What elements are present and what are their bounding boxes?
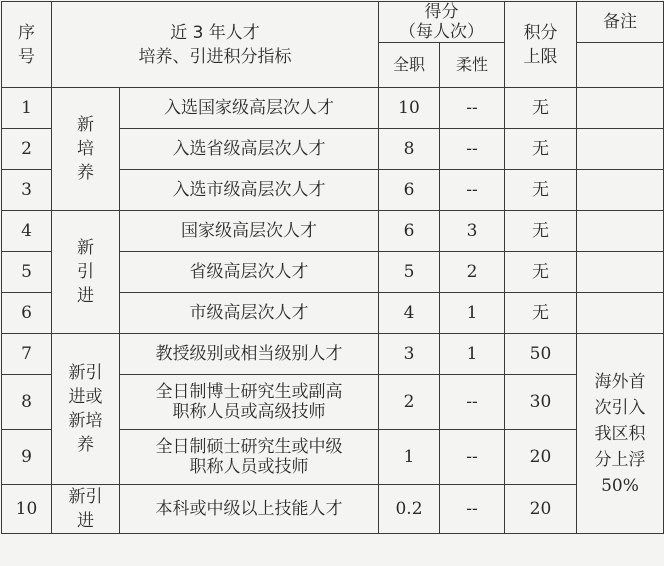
row-remark xyxy=(577,88,664,129)
row-item: 省级高层次人才 xyxy=(120,252,379,293)
row-fulltime: 5 xyxy=(379,252,440,293)
row-seq: 5 xyxy=(2,252,52,293)
row-remark xyxy=(577,293,664,334)
group-intro-or-training: 新引 进或 新培 养 xyxy=(52,334,120,485)
group-new-training: 新 培 养 xyxy=(52,88,120,211)
row-seq: 1 xyxy=(2,88,52,129)
row-remark xyxy=(577,211,664,252)
row-fulltime: 6 xyxy=(379,170,440,211)
indicator-header: 近 3 年人才 培养、引进积分指标 xyxy=(52,2,379,88)
score-header: 得分 （每人次） xyxy=(379,2,505,43)
remark-header-empty xyxy=(577,43,664,88)
row-seq: 2 xyxy=(2,129,52,170)
fulltime-header: 全职 xyxy=(379,43,440,88)
row-item: 全日制博士研究生或副高 职称人员或高级技师 xyxy=(120,375,379,430)
row-flexible: -- xyxy=(440,129,505,170)
row-item: 全日制硕士研究生或中级 职称人员或技师 xyxy=(120,430,379,485)
flexible-header: 柔性 xyxy=(440,43,505,88)
row-cap: 无 xyxy=(505,252,577,293)
row-cap: 无 xyxy=(505,170,577,211)
table-row xyxy=(2,334,664,375)
row-cap: 50 xyxy=(505,334,577,375)
row-cap: 30 xyxy=(505,375,577,430)
row-seq: 10 xyxy=(2,485,52,534)
row-flexible: -- xyxy=(440,485,505,534)
row-fulltime: 8 xyxy=(379,129,440,170)
row-fulltime: 6 xyxy=(379,211,440,252)
row-fulltime: 3 xyxy=(379,334,440,375)
row-remark xyxy=(577,129,664,170)
row-flexible: -- xyxy=(440,375,505,430)
row-flexible: 1 xyxy=(440,293,505,334)
header-row-top xyxy=(2,2,664,43)
row-item: 入选国家级高层次人才 xyxy=(120,88,379,129)
row-cap: 20 xyxy=(505,485,577,534)
seq-header: 序 号 xyxy=(2,2,52,88)
row-fulltime: 0.2 xyxy=(379,485,440,534)
row-item: 教授级别或相当级别人才 xyxy=(120,334,379,375)
remark-overseas-note: 海外首 次引入 我区积 分上浮 50% xyxy=(577,334,664,534)
row-flexible: -- xyxy=(440,88,505,129)
row-fulltime: 1 xyxy=(379,430,440,485)
table-row xyxy=(2,88,664,129)
row-flexible: 3 xyxy=(440,211,505,252)
row-seq: 6 xyxy=(2,293,52,334)
row-cap: 20 xyxy=(505,430,577,485)
row-cap: 无 xyxy=(505,293,577,334)
row-cap: 无 xyxy=(505,129,577,170)
row-item: 入选市级高层次人才 xyxy=(120,170,379,211)
row-seq: 9 xyxy=(2,430,52,485)
row-item: 国家级高层次人才 xyxy=(120,211,379,252)
row-flexible: 2 xyxy=(440,252,505,293)
row-seq: 3 xyxy=(2,170,52,211)
row-seq: 7 xyxy=(2,334,52,375)
remark-header: 备注 xyxy=(577,2,664,43)
row-item: 入选省级高层次人才 xyxy=(120,129,379,170)
row-flexible: 1 xyxy=(440,334,505,375)
group-new-intro-last: 新引 进 xyxy=(52,485,120,534)
row-remark xyxy=(577,252,664,293)
row-seq: 8 xyxy=(2,375,52,430)
row-fulltime: 10 xyxy=(379,88,440,129)
talent-score-table xyxy=(1,1,664,534)
row-seq: 4 xyxy=(2,211,52,252)
row-cap: 无 xyxy=(505,88,577,129)
row-item: 本科或中级以上技能人才 xyxy=(120,485,379,534)
row-fulltime: 2 xyxy=(379,375,440,430)
row-cap: 无 xyxy=(505,211,577,252)
row-remark xyxy=(577,170,664,211)
table-row xyxy=(2,211,664,252)
group-new-intro: 新 引 进 xyxy=(52,211,120,334)
row-flexible: -- xyxy=(440,170,505,211)
table-row xyxy=(2,485,664,534)
row-flexible: -- xyxy=(440,430,505,485)
row-fulltime: 4 xyxy=(379,293,440,334)
cap-header: 积分 上限 xyxy=(505,2,577,88)
row-item: 市级高层次人才 xyxy=(120,293,379,334)
